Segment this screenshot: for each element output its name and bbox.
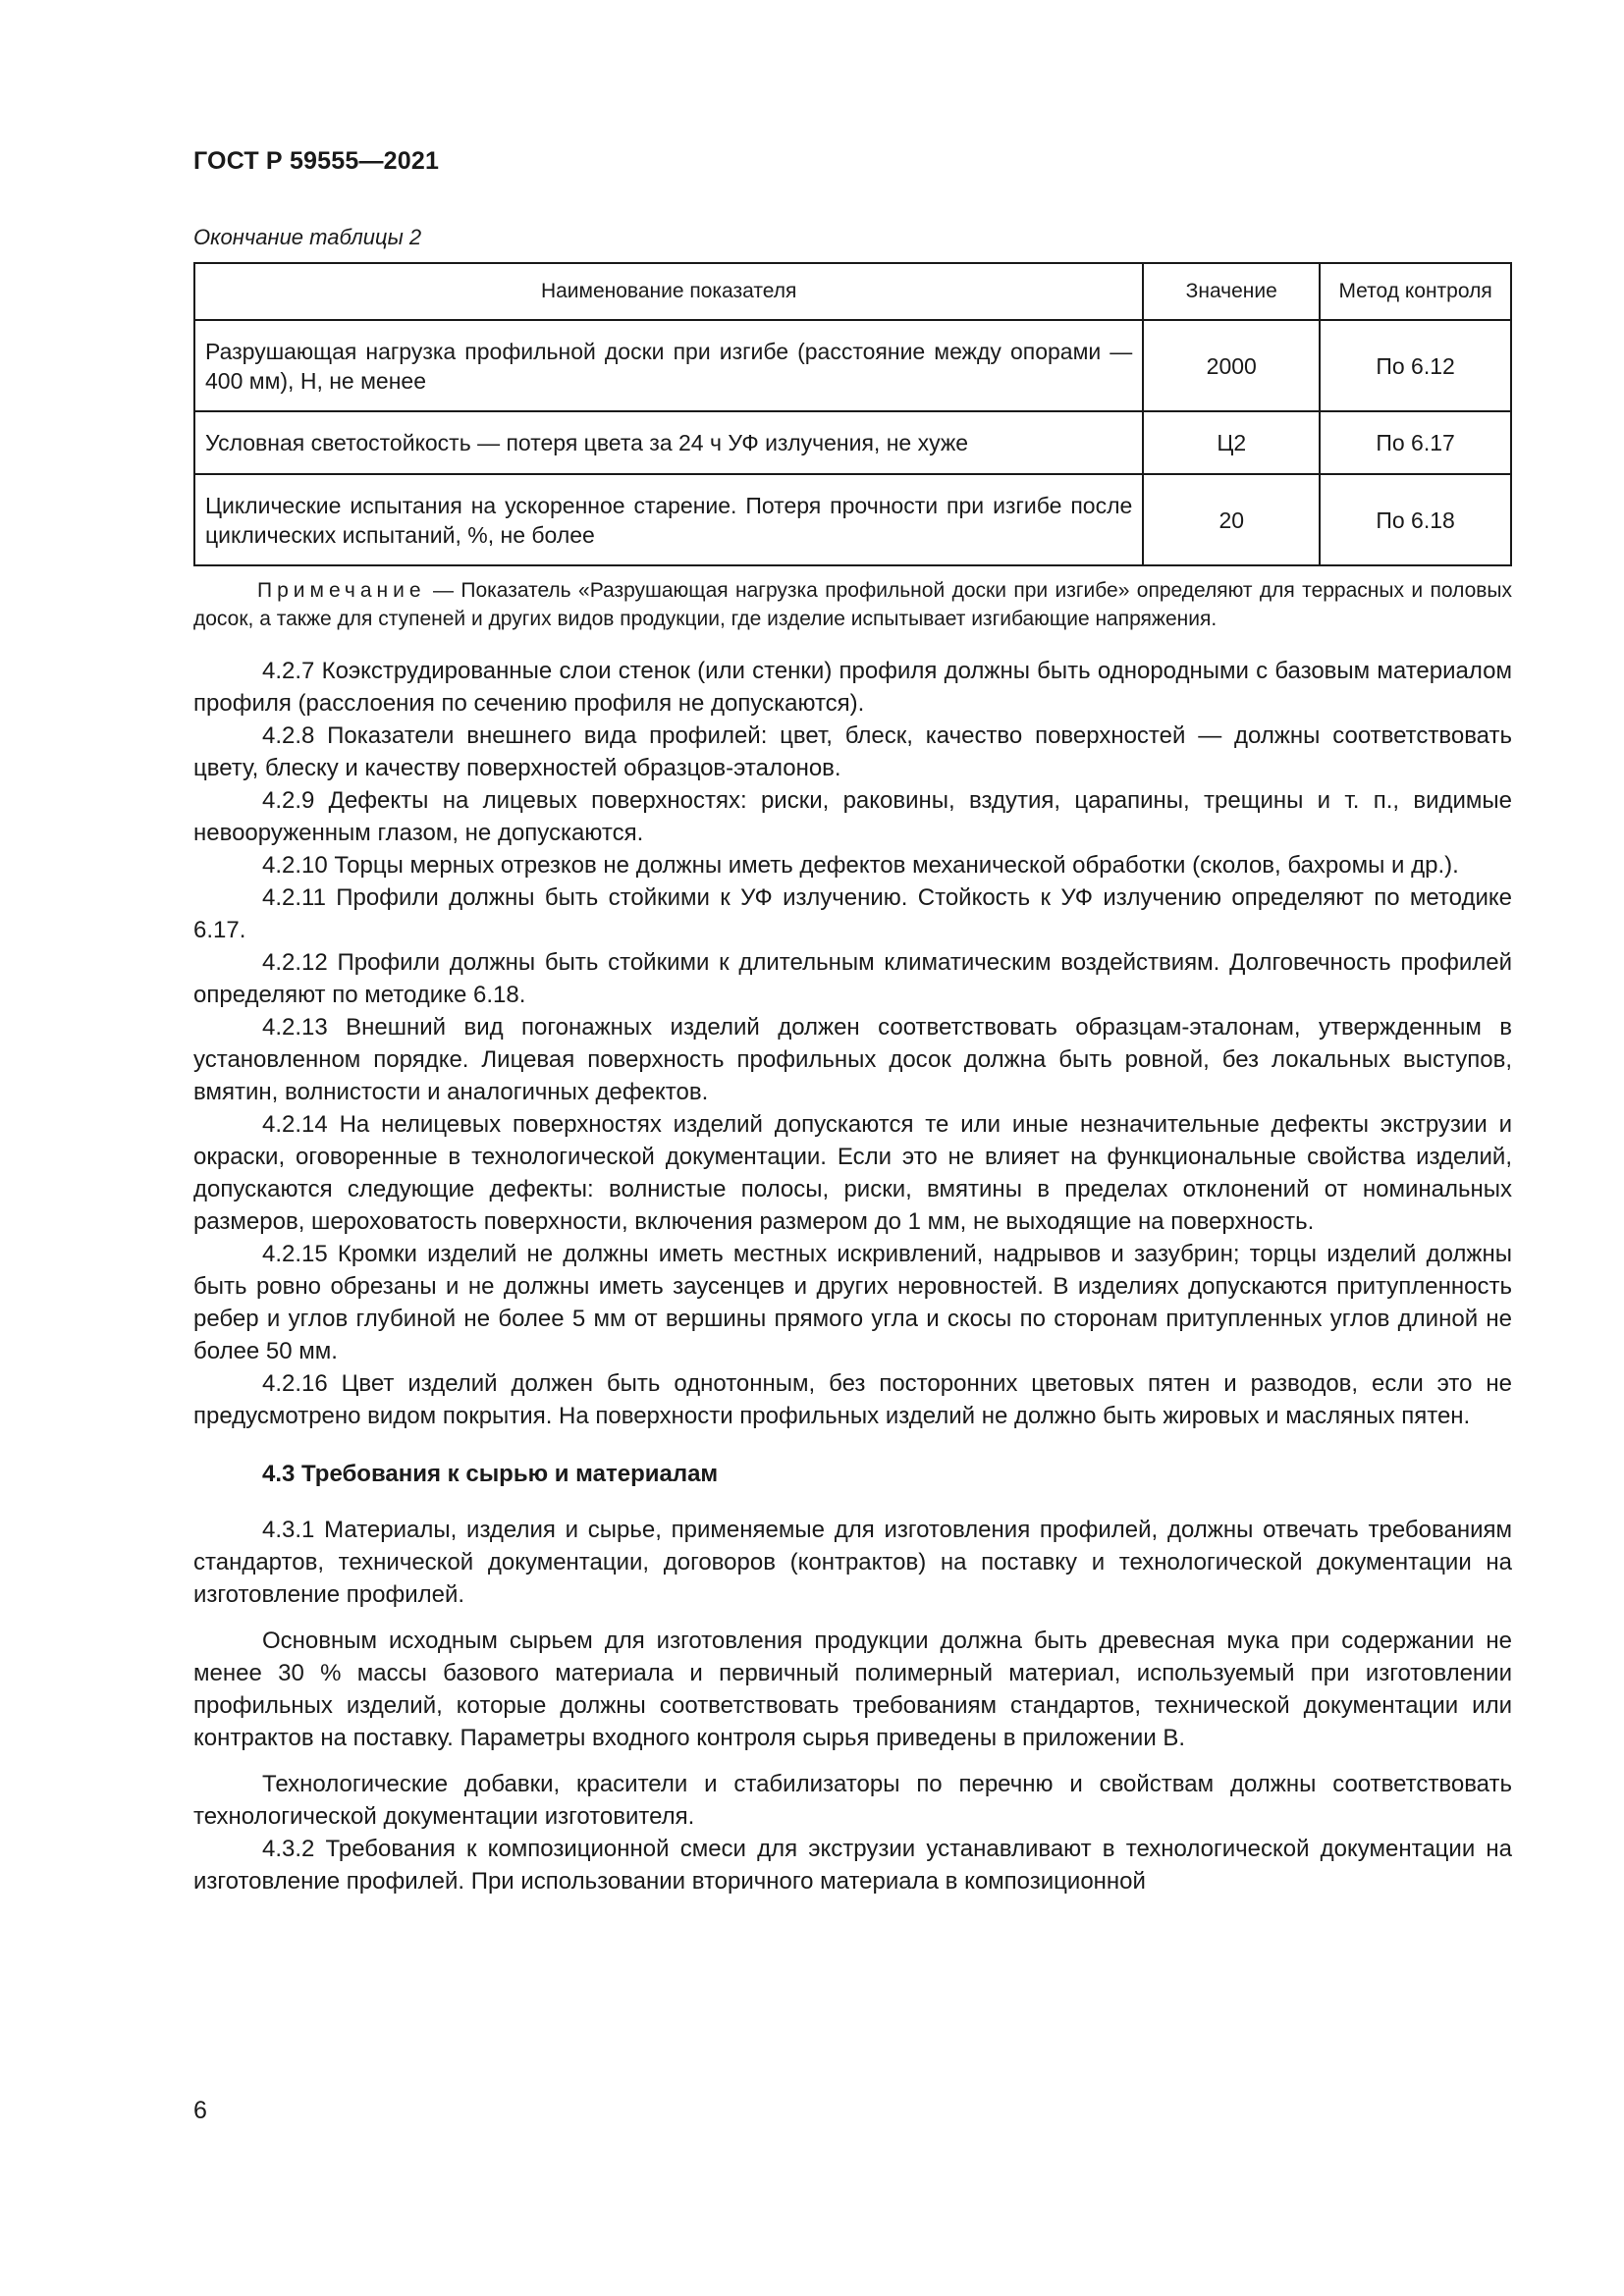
row-value-cell: 2000 <box>1143 320 1320 411</box>
table-note <box>193 576 1512 633</box>
note-label: Примечание <box>257 579 426 602</box>
column-header-name: Наименование показателя <box>194 263 1143 320</box>
section-heading: 4.3 Требования к сырью и материалам <box>262 1461 719 1487</box>
paragraph-4-3-2: 4.3.2 Требования к композиционной смеси для экструзии устанавливают в технологической документации на изготовление профилей. При использовании вторичного материала в композиционной <box>193 1836 1512 1895</box>
paragraph-4-2-16: 4.2.16 Цвет изделий должен быть однотонным, без посторонних цветовых пятен и разводов, если это не предусмотрено видом покрытия. На поверхности профильных изделий не должно быть жировых и масляных пятен. <box>193 1370 1512 1429</box>
paragraph-4-2-14: 4.2.14 На нелицевых поверхностях изделий допускаются те или иные незначительные дефекты экструзии и окраски, оговоренные в технологической документации. Если это не влияет на функциональные свойства изделий, допускаются следующие дефекты: волнистые полосы, риски, вмятины в пределах отклонений от номинальных размеров, шероховатость поверхности, включения размером до 1 мм, не выходящие на поверхность. <box>193 1111 1512 1235</box>
spec-table <box>193 262 1512 566</box>
row-method-cell: По 6.18 <box>1320 474 1511 565</box>
document-page <box>193 147 1512 1897</box>
row-value-cell: Ц2 <box>1143 411 1320 474</box>
row-name-cell: Циклические испытания на ускоренное старение. Потеря прочности при изгибе после циклических испытаний, %, не более <box>194 474 1143 565</box>
note-text: — Показатель «Разрушающая нагрузка профильной доски при изгибе» определяют для террасных и половых досок, а также для ступеней и других видов продукции, где изделие испытывает изгибающие напряжения. <box>193 579 1512 630</box>
paragraph-4-2-7: 4.2.7 Коэкструдированные слои стенок (или стенки) профиля должны быть однородными с базовым материалом профиля (расслоения по сечению профиля не допускаются). <box>193 658 1512 717</box>
paragraph-4-2-15: 4.2.15 Кромки изделий не должны иметь местных искривлений, надрывов и зазубрин; торцы изделий должны быть ровно обрезаны и не должны иметь заусенцев и других неровностей. В изделиях допускаются притупленность ребер и углов глубиной не более 5 мм от вершины прямого угла и скосы по сторонам притупленных углов длиной не более 50 мм. <box>193 1241 1512 1364</box>
paragraph-raw-materials: Основным исходным сырьем для изготовления продукции должна быть древесная мука при содержании не менее 30 % массы базового материала и первичный полимерный материал, используемый при изготовлении профильных изделий, которые должны соответствовать требованиям стандартов, технической документации или контрактов на поставку. Параметры входного контроля сырья приведены в приложении В. <box>193 1628 1512 1751</box>
row-name-cell: Разрушающая нагрузка профильной доски при изгибе (расстояние между опорами — 400 мм), Н, не менее <box>194 320 1143 411</box>
paragraph-additives: Технологические добавки, красители и стабилизаторы по перечню и свойствам должны соответствовать технологической документации изготовителя. <box>193 1771 1512 1830</box>
table-row <box>194 411 1511 474</box>
table-row <box>194 320 1511 411</box>
paragraph-4-2-8: 4.2.8 Показатели внешнего вида профилей: цвет, блеск, качество поверхностей — должны соответствовать цвету, блеску и качеству поверхностей образцов-эталонов. <box>193 722 1512 781</box>
table-header-row <box>194 263 1511 320</box>
paragraph-4-2-11: 4.2.11 Профили должны быть стойкими к УФ излучению. Стойкость к УФ излучению определяют по методике 6.17. <box>193 884 1512 943</box>
document-id: ГОСТ Р 59555—2021 <box>193 147 440 175</box>
paragraph-4-2-13: 4.2.13 Внешний вид погонажных изделий должен соответствовать образцам-эталонам, утвержденным в установленном порядке. Лицевая поверхность профильных досок должна быть ровной, без локальных выступов, вмятин, волнистости и аналогичных дефектов. <box>193 1014 1512 1105</box>
row-method-cell: По 6.17 <box>1320 411 1511 474</box>
page-number: 6 <box>193 2097 207 2124</box>
table-row <box>194 474 1511 565</box>
row-method-cell: По 6.12 <box>1320 320 1511 411</box>
paragraph-4-2-9: 4.2.9 Дефекты на лицевых поверхностях: риски, раковины, вздутия, царапины, трещины и т. п., видимые невооруженным глазом, не допускаются. <box>193 787 1512 846</box>
paragraph-4-2-10: 4.2.10 Торцы мерных отрезков не должны иметь дефектов механической обработки (сколов, бахромы и др.). <box>262 852 1459 879</box>
paragraph-4-2-12: 4.2.12 Профили должны быть стойкими к длительным климатическим воздействиям. Долговечность профилей определяют по методике 6.18. <box>193 949 1512 1008</box>
column-header-method: Метод контроля <box>1320 263 1511 320</box>
row-name-cell: Условная светостойкость — потеря цвета за 24 ч УФ излучения, не хуже <box>194 411 1143 474</box>
column-header-value: Значение <box>1143 263 1320 320</box>
paragraph-4-3-1: 4.3.1 Материалы, изделия и сырье, применяемые для изготовления профилей, должны отвечать требованиям стандартов, технической документации, договоров (контрактов) на поставку и технологической документации на изготовление профилей. <box>193 1517 1512 1608</box>
row-value-cell: 20 <box>1143 474 1320 565</box>
table-caption: Окончание таблицы 2 <box>193 225 422 249</box>
